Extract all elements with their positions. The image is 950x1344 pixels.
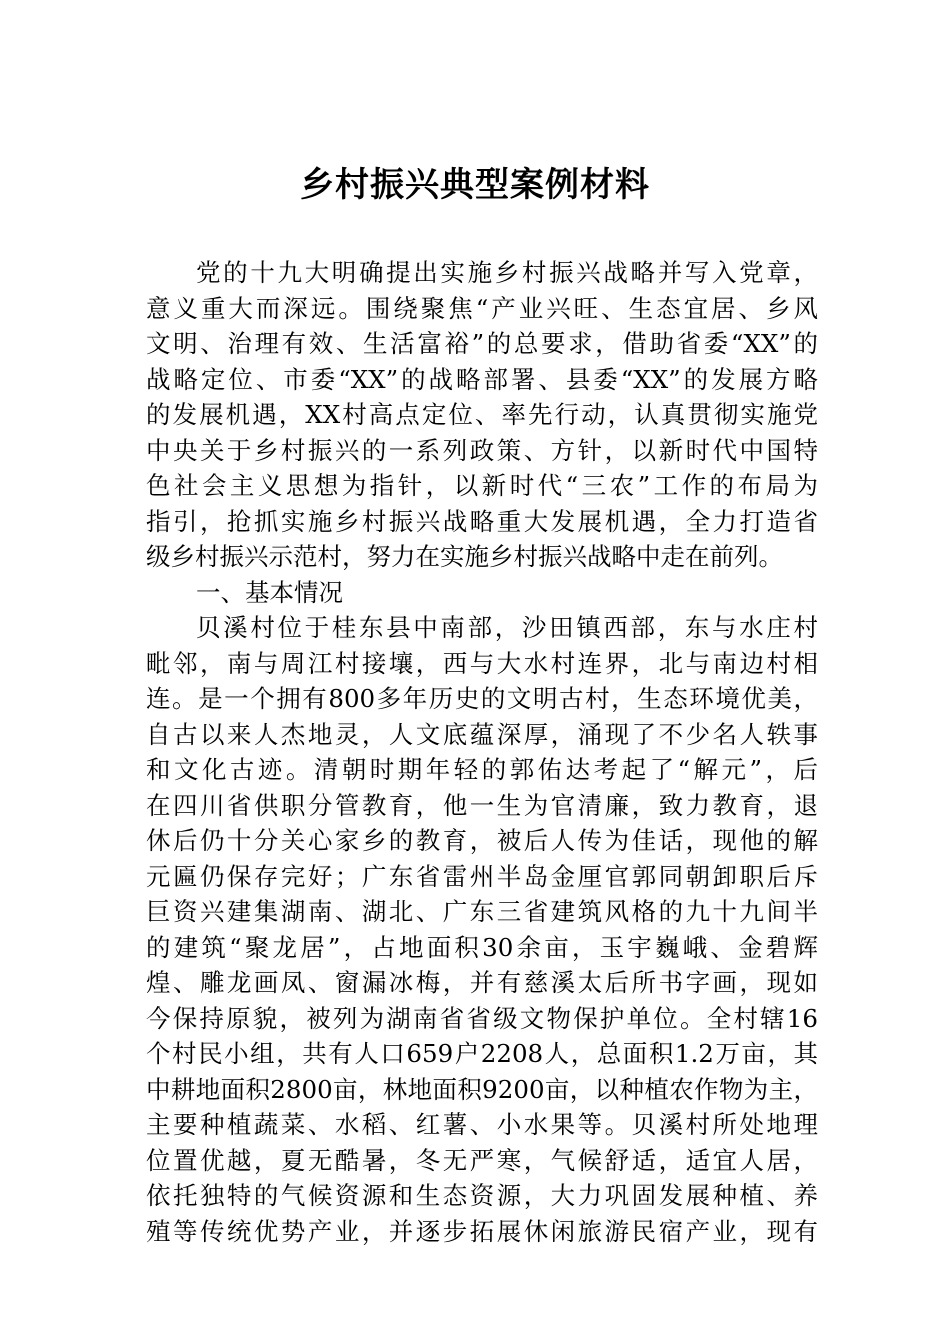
text-line: 贝溪村位于桂东县中南部，沙田镇西部，东与水庄村: [196, 613, 818, 642]
text-line: 今保持原貌，被列为湖南省省级文物保护单位。全村辖16: [146, 1003, 818, 1033]
text-line: 自古以来人杰地灵，人文底蕴深厚，涌现了不少名人轶事: [146, 719, 818, 749]
text-line: 文明、治理有效、生活富裕”的总要求，借助省委“XX”的: [146, 329, 818, 358]
section-paragraph: [146, 610, 818, 1249]
text-line: 毗邻，南与周江村接壤，西与大水村连界，北与南边村相: [146, 648, 818, 678]
section-heading: 一、基本情况: [196, 577, 343, 607]
intro-paragraph: [146, 255, 818, 575]
text-line: 个村民小组，共有人口659户2208人，总面积1.2万亩，其: [146, 1039, 818, 1068]
text-line: 巨资兴建集湖南、湖北、广东三省建筑风格的九十九间半: [146, 897, 818, 926]
text-line: 连。是一个拥有800多年历史的文明古村，生态环境优美，: [146, 684, 818, 713]
document-body: [146, 255, 818, 1249]
text-line: 的发展机遇，XX村高点定位、率先行动，认真贯彻实施党: [146, 400, 818, 429]
document-title: 乡村振兴典型案例材料: [300, 165, 650, 205]
text-line: 依托独特的气候资源和生态资源，大力巩固发展种植、养: [146, 1181, 818, 1210]
text-line: 和文化古迹。清朝时期年轻的郭佑达考起了“解元”，后: [146, 755, 818, 784]
text-line: 级乡村振兴示范村，努力在实施乡村振兴战略中走在前列。: [146, 542, 783, 571]
text-line: 元匾仍保存完好；广东省雷州半岛金厘官郭同朝卸职后斥: [146, 861, 818, 891]
text-line: 主要种植蔬菜、水稻、红薯、小水果等。贝溪村所处地理: [146, 1110, 818, 1139]
text-line: 意义重大而深远。围绕聚焦“产业兴旺、生态宜居、乡风: [146, 293, 818, 323]
text-line: 中央关于乡村振兴的一系列政策、方针，以新时代中国特: [146, 435, 818, 465]
text-line: 色社会主义思想为指针，以新时代“三农”工作的布局为: [146, 471, 818, 500]
text-line: 休后仍十分关心家乡的教育，被后人传为佳话，现他的解: [146, 826, 818, 855]
text-line: 指引，抢抓实施乡村振兴战略重大发展机遇，全力打造省: [146, 506, 818, 536]
text-line: 中耕地面积2800亩，林地面积9200亩，以种植农作物为主，: [146, 1074, 818, 1104]
text-line: 党的十九大明确提出实施乡村振兴战略并写入党章，: [196, 258, 818, 287]
text-line: 煌、雕龙画凤、窗漏冰梅，并有慈溪太后所书字画，现如: [146, 968, 818, 997]
text-line: 位置优越，夏无酷暑，冬无严寒，气候舒适，适宜人居，: [146, 1145, 818, 1175]
text-line: 战略定位、市委“XX”的战略部署、县委“XX”的发展方略: [146, 364, 818, 394]
text-line: 的建筑“聚龙居”，占地面积30余亩，玉宇巍峨、金碧辉: [146, 932, 818, 962]
text-line: 在四川省供职分管教育，他一生为官清廉，致力教育，退: [146, 790, 818, 820]
text-line: 殖等传统优势产业，并逐步拓展休闲旅游民宿产业，现有: [146, 1216, 818, 1246]
